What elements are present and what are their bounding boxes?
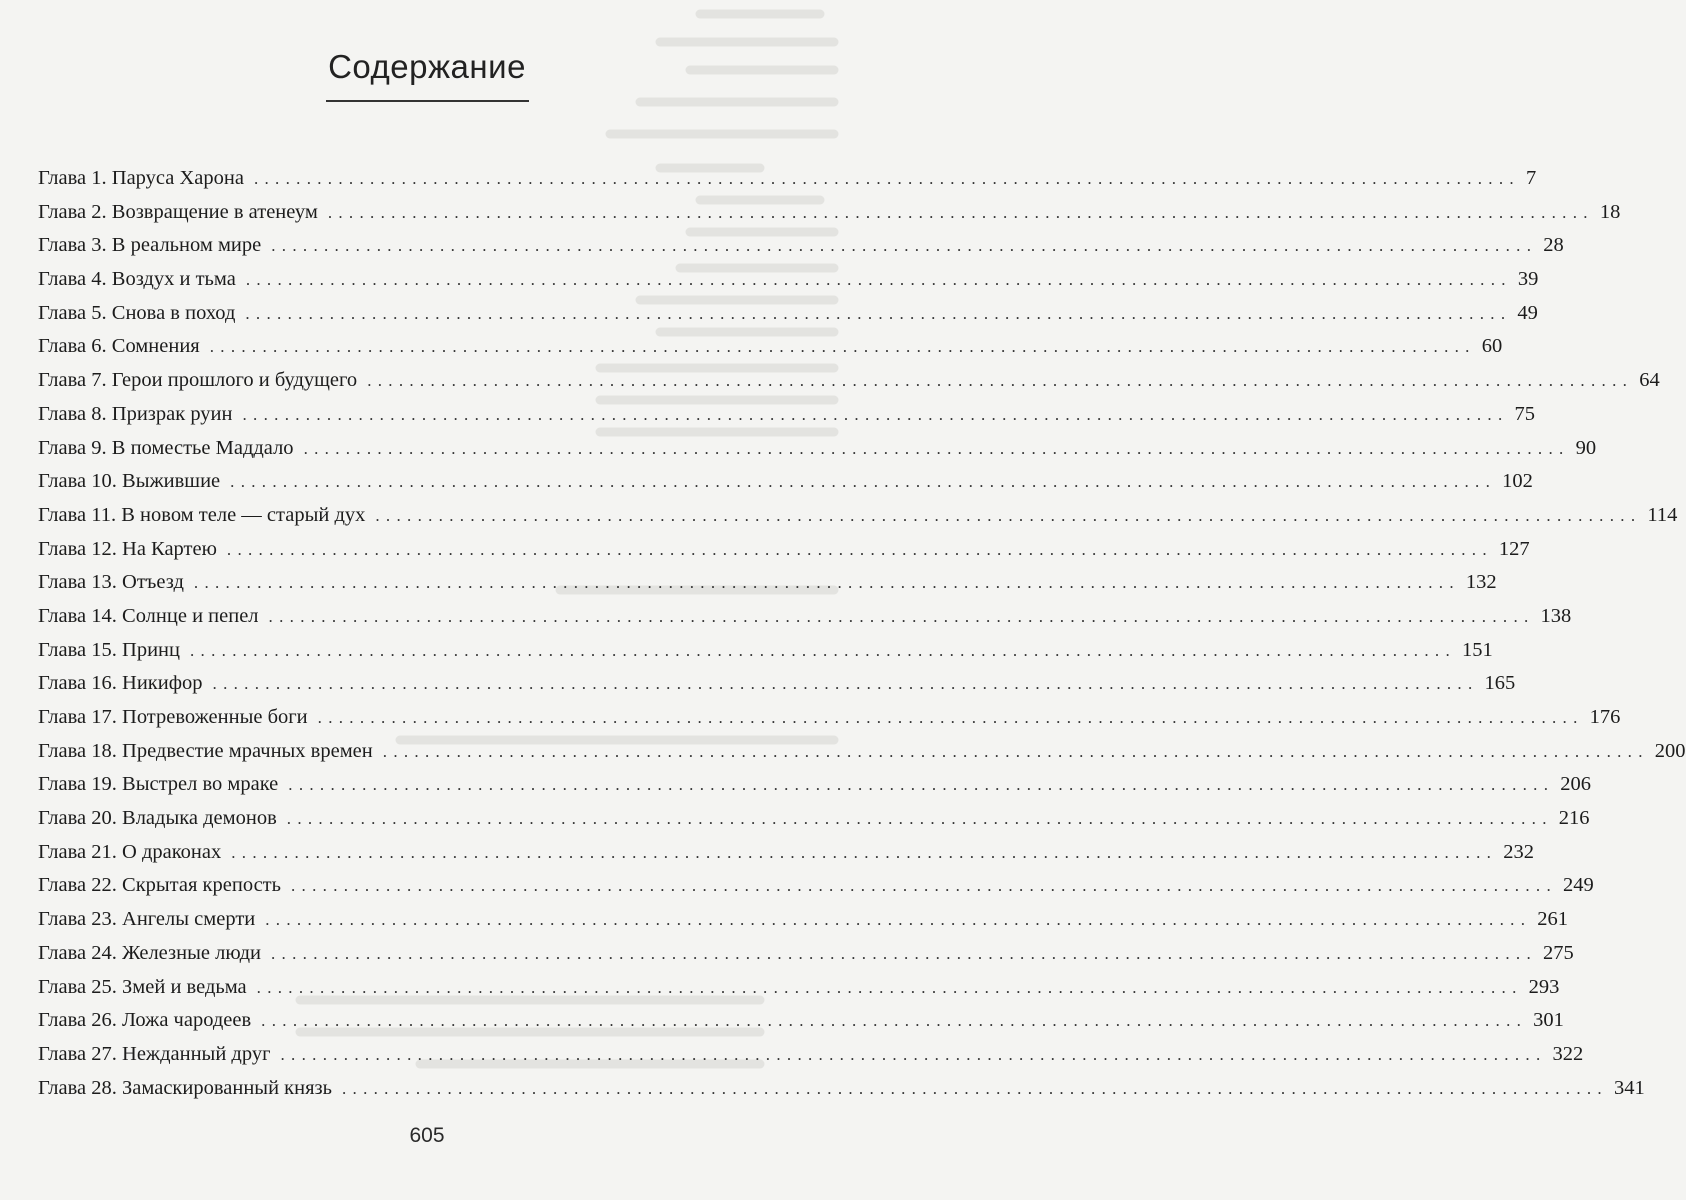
dot-leader: ........................................................................................................................ [209, 337, 1476, 357]
chapter-page-number: 151 [1462, 638, 1493, 661]
chapter-title: Глава 8. Призрак руин [38, 402, 233, 425]
chapter-title: Глава 20. Владыка демонов [38, 807, 277, 830]
toc-entry[interactable] [38, 836, 1534, 870]
chapter-title: Глава 18. Предвестие мрачных времен [38, 739, 373, 762]
chapter-page-number: 322 [1552, 1042, 1584, 1065]
chapter-title: Глава 21. О драконах [38, 840, 222, 863]
toc-entry[interactable] [38, 229, 1564, 263]
dot-leader: ........................................................................................................................ [193, 573, 1460, 593]
toc-entry[interactable] [38, 768, 1592, 802]
chapter-title: Глава 5. Снова в поход [38, 301, 236, 324]
toc-entry[interactable] [38, 1038, 1584, 1072]
dot-leader: ........................................................................................................................ [303, 438, 1570, 458]
chapter-page-number: 49 [1517, 301, 1538, 324]
dot-leader: ........................................................................................................................ [242, 404, 1509, 424]
toc-entry[interactable] [38, 735, 1686, 769]
toc-entry[interactable] [38, 937, 1574, 971]
toc-entry[interactable] [38, 869, 1594, 903]
chapter-title: Глава 28. Замаскированный князь [38, 1076, 332, 1099]
dot-leader: ........................................................................................................................ [245, 303, 1512, 323]
dot-leader: ........................................................................................................................ [271, 943, 1537, 963]
dot-leader: ........................................................................................................................ [271, 236, 1538, 256]
dot-leader: ........................................................................................................................ [327, 202, 1594, 222]
chapter-page-number: 165 [1484, 672, 1516, 695]
toc-entry[interactable] [38, 364, 1660, 398]
dot-leader: ........................................................................................................................ [382, 741, 1649, 761]
title-underline [326, 100, 529, 102]
chapter-title: Глава 16. Никифор [38, 672, 203, 695]
chapter-page-number: 249 [1563, 874, 1594, 897]
chapter-page-number: 232 [1503, 840, 1534, 863]
chapter-title: Глава 2. Возвращение в атенеум [38, 200, 318, 223]
chapter-title: Глава 1. Паруса Харона [38, 167, 244, 189]
chapter-title: Глава 10. Выжившие [38, 470, 221, 493]
dot-leader: ........................................................................................................................ [253, 169, 1520, 188]
chapter-page-number: 132 [1465, 571, 1497, 594]
chapter-title: Глава 26. Ложа чародеев [38, 1009, 252, 1032]
dot-leader: ........................................................................................................................ [375, 505, 1642, 525]
chapter-page-number: 64 [1639, 369, 1660, 392]
toc-entry[interactable] [38, 1072, 1645, 1106]
chapter-title: Глава 13. Отъезд [38, 571, 184, 594]
dot-leader: ........................................................................................................................ [291, 876, 1557, 896]
chapter-title: Глава 4. Воздух и тьма [38, 268, 236, 291]
chapter-page-number: 28 [1543, 234, 1564, 257]
toc-entry[interactable] [38, 330, 1503, 364]
chapter-page-number: 216 [1558, 807, 1590, 830]
chapter-title: Глава 24. Железные люди [38, 941, 261, 964]
chapter-page-number: 18 [1599, 200, 1621, 223]
chapter-title: Глава 12. На Картею [38, 537, 217, 560]
chapter-title: Глава 15. Принц [38, 638, 180, 661]
dot-leader: ........................................................................................................................ [341, 1078, 1608, 1098]
chapter-page-number: 206 [1560, 773, 1592, 796]
toc-entry[interactable] [38, 398, 1535, 432]
chapter-page-number: 138 [1540, 604, 1572, 627]
dot-leader: ........................................................................................................................ [288, 775, 1555, 795]
chapter-page-number: 7 [1525, 167, 1537, 189]
chapter-page-number: 176 [1589, 706, 1621, 728]
dot-leader: ........................................................................................................................ [231, 842, 1498, 862]
page-number: 605 [409, 1124, 445, 1147]
toc-entry[interactable] [38, 634, 1493, 668]
toc-entry[interactable] [38, 802, 1590, 836]
chapter-title: Глава 19. Выстрел во мраке [38, 773, 279, 796]
chapter-title: Глава 22. Скрытая крепость [38, 874, 281, 897]
chapter-page-number: 127 [1498, 537, 1530, 560]
chapter-title: Глава 23. Ангелы смерти [38, 908, 256, 931]
dot-leader: ........................................................................................................................ [261, 1011, 1528, 1031]
chapter-page-number: 200 [1654, 739, 1686, 762]
chapter-page-number: 301 [1533, 1009, 1564, 1032]
toc-entry[interactable] [38, 297, 1538, 331]
dot-leader: ........................................................................................................................ [212, 674, 1479, 694]
toc-entry[interactable] [38, 533, 1530, 567]
toc-entry[interactable] [38, 971, 1560, 1005]
toc-entry[interactable] [38, 162, 1537, 196]
toc-entry[interactable] [38, 465, 1533, 499]
toc-entry[interactable] [38, 566, 1497, 600]
chapter-page-number: 275 [1543, 941, 1574, 964]
dot-leader: ........................................................................................................................ [230, 472, 1497, 492]
dot-leader: ........................................................................................................................ [367, 371, 1634, 391]
chapter-title: Глава 14. Солнце и пепел [38, 604, 259, 627]
dot-leader: ........................................................................................................................ [245, 270, 1512, 290]
dot-leader: ........................................................................................................................ [268, 606, 1535, 626]
dot-leader: ........................................................................................................................ [265, 910, 1532, 930]
chapter-title: Глава 25. Змей и ведьма [38, 975, 247, 998]
chapter-page-number: 341 [1613, 1076, 1645, 1099]
chapter-page-number: 114 [1647, 503, 1678, 526]
chapter-page-number: 293 [1528, 975, 1560, 998]
toc-entry[interactable] [38, 432, 1597, 466]
toc-entry[interactable] [38, 1004, 1564, 1038]
chapter-page-number: 75 [1514, 402, 1535, 425]
chapter-page-number: 261 [1537, 908, 1568, 931]
table-of-contents [38, 162, 1686, 1105]
chapter-title: Глава 17. Потревоженные боги [38, 706, 308, 728]
toc-entry[interactable] [38, 263, 1539, 297]
dot-leader: ........................................................................................................................ [190, 640, 1456, 660]
toc-entry[interactable] [38, 903, 1568, 937]
dot-leader: ........................................................................................................................ [286, 809, 1553, 829]
dot-leader: ........................................................................................................................ [256, 977, 1523, 997]
chapter-page-number: 90 [1575, 436, 1597, 459]
toc-entry[interactable] [38, 701, 1621, 735]
chapter-title: Глава 7. Герои прошлого и будущего [38, 369, 358, 392]
toc-entry[interactable] [38, 499, 1678, 533]
chapter-page-number: 60 [1481, 335, 1503, 358]
chapter-page-number: 39 [1517, 268, 1539, 291]
dot-leader: ........................................................................................................................ [280, 1044, 1547, 1064]
toc-entry[interactable] [38, 600, 1572, 634]
dot-leader: ........................................................................................................................ [226, 539, 1493, 559]
chapter-page-number: 102 [1502, 470, 1533, 493]
page-title: Содержание [328, 48, 526, 85]
chapter-title: Глава 3. В реальном мире [38, 234, 262, 257]
toc-entry[interactable] [38, 667, 1516, 701]
toc-entry[interactable] [38, 196, 1621, 230]
dot-leader: ........................................................................................................................ [317, 708, 1584, 727]
chapter-title: Глава 6. Сомнения [38, 335, 200, 358]
chapter-title: Глава 11. В новом теле — старый дух [38, 503, 366, 526]
chapter-title: Глава 9. В поместье Маддало [38, 436, 294, 459]
chapter-title: Глава 27. Нежданный друг [38, 1042, 271, 1065]
